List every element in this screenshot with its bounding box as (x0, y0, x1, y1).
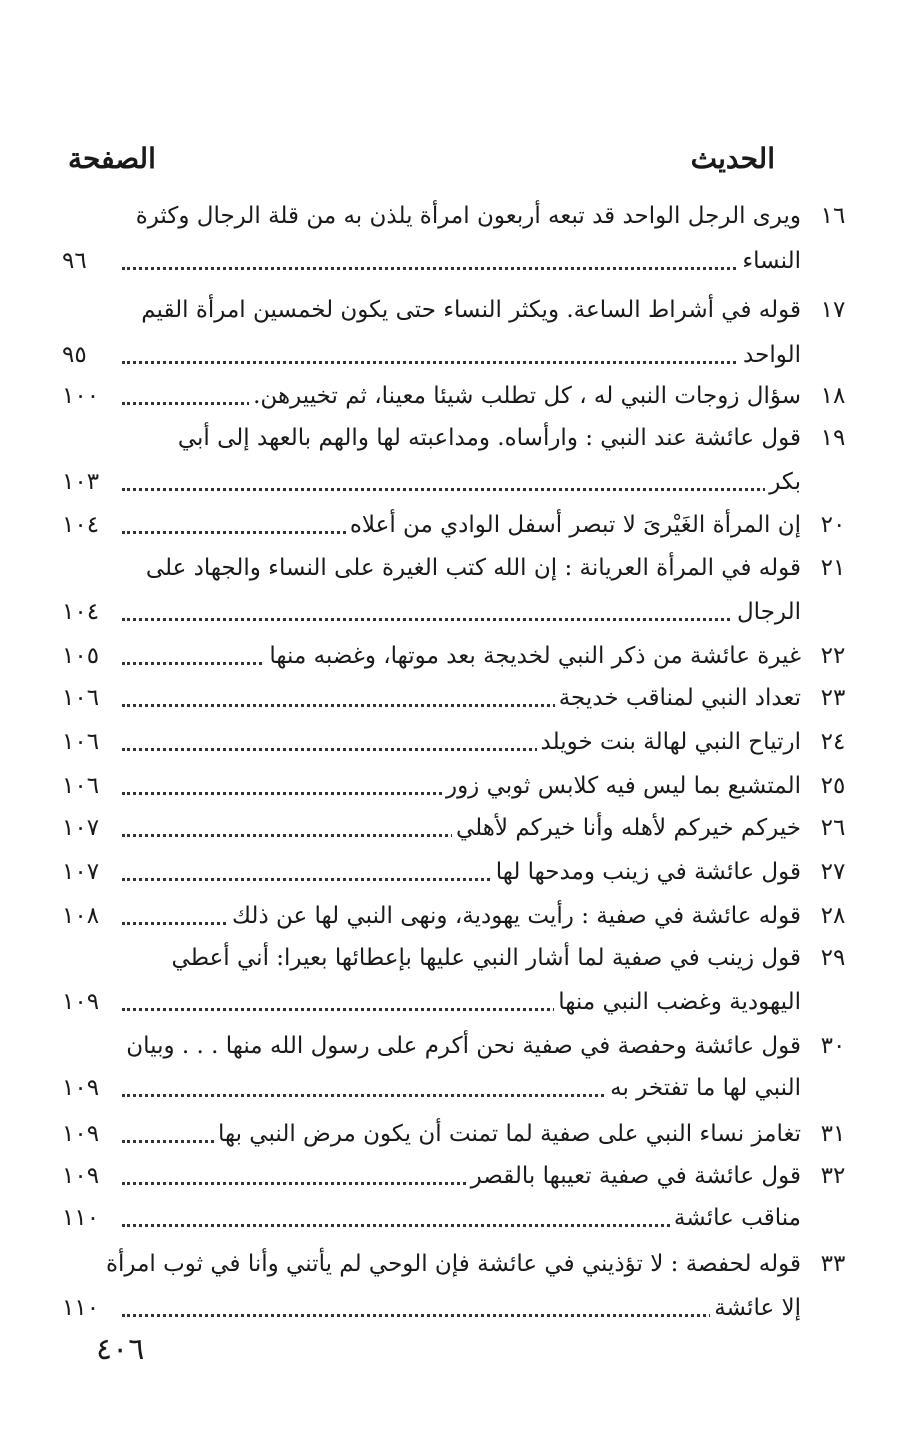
entry-page-number: ١٠٩ (62, 989, 100, 1015)
entry-text: غيرة عائشة من ذكر النبي لخديجة بعد موتها، وغضبه منها (265, 636, 801, 676)
page-number: ٤٠٦ (96, 1332, 145, 1367)
index-entry-line (0, 196, 897, 236)
index-entry-line (0, 462, 897, 502)
entry-page-number: ٩٥ (62, 342, 87, 368)
index-entry-line (0, 1156, 897, 1196)
entry-number: ١٩ (820, 425, 846, 451)
entry-text: مناقب عائشة (670, 1198, 801, 1238)
index-entry-line (0, 1244, 897, 1284)
entry-text: قول عائشة عند النبي : وارأساه. ومداعبته لها والهم بالعهد إلى أبي (174, 418, 801, 458)
index-entry-line (0, 418, 897, 458)
entry-number: ٣٢ (820, 1163, 846, 1189)
dot-leader (122, 361, 801, 364)
entry-page-number: ١١٠ (62, 1295, 100, 1321)
entry-page-number: ١٠٥ (62, 643, 100, 669)
index-entry-line (0, 290, 897, 330)
page-column-header: الصفحة (68, 142, 156, 175)
entry-text: الواحد (739, 335, 801, 375)
entry-page-number: ١٠٣ (62, 469, 100, 495)
entry-page-number: ١٠٤ (62, 599, 100, 625)
entry-page-number: ١٠٨ (62, 903, 100, 929)
entry-page-number: ١١٠ (62, 1205, 100, 1231)
index-entry-line (0, 636, 897, 676)
index-entry-line (0, 335, 897, 375)
entry-number: ٢٠ (820, 512, 846, 538)
index-entry-line (0, 678, 897, 718)
entry-text: قوله عائشة في صفية : رأيت يهودية، ونهى النبي لها عن ذلك (228, 896, 801, 936)
hadith-column-header: الحديث (690, 142, 775, 175)
entry-number: ٢٥ (820, 773, 846, 799)
entry-number: ١٧ (820, 297, 846, 323)
entry-text: إلا عائشة (710, 1288, 801, 1328)
entry-text: الرجال (733, 592, 801, 632)
entry-text: قول عائشة في صفية تعيبها بالقصر (467, 1156, 801, 1196)
entry-number: ٣١ (820, 1121, 846, 1147)
entry-text: تعداد النبي لمناقب خديجة (555, 678, 801, 718)
dot-leader (122, 618, 801, 621)
index-entry-line (0, 1114, 897, 1154)
entry-text: اليهودية وغضب النبي منها (554, 982, 801, 1022)
dot-leader (122, 267, 801, 270)
entry-number: ٢٣ (820, 685, 846, 711)
index-entry-line (0, 808, 897, 848)
index-entry-line (0, 1288, 897, 1328)
entry-number: ٢٧ (820, 859, 846, 885)
index-entry-line (0, 241, 897, 281)
entry-page-number: ١٠٦ (62, 685, 100, 711)
entry-number: ٢٨ (820, 903, 846, 929)
entry-text: ويرى الرجل الواحد قد تبعه أربعون امرأة يلذن به من قلة الرجال وكثرة (132, 196, 801, 236)
entry-text: قول عائشة في زينب ومدحها لها (492, 852, 801, 892)
entry-text: قوله لحفصة : لا تؤذيني في عائشة فإن الوحي لم يأتني وأنا في ثوب امرأة (102, 1244, 801, 1284)
index-entry-line (0, 982, 897, 1022)
entry-number: ٢٢ (820, 643, 846, 669)
entry-text: قول عائشة وحفصة في صفية نحن أكرم على رسول الله منها . . . وبيان (122, 1026, 801, 1066)
entry-page-number: ١٠٩ (62, 1163, 100, 1189)
dot-leader (122, 488, 801, 491)
entry-number: ١٦ (820, 203, 846, 229)
entry-page-number: ١٠٠ (62, 383, 100, 409)
index-entry-line (0, 722, 897, 762)
entry-page-number: ١٠٦ (62, 773, 100, 799)
entry-text: تغامز نساء النبي على صفية لما تمنت أن يكون مرض النبي بها (214, 1114, 801, 1154)
entry-text: بكر (765, 462, 801, 502)
index-entry-line (0, 852, 897, 892)
entry-page-number: ٩٦ (62, 248, 87, 274)
entry-text: النبي لها ما تفتخر به (606, 1068, 801, 1108)
index-entry-line (0, 1068, 897, 1108)
entry-text: المتشبع بما ليس فيه كلابس ثوبي زور (442, 766, 801, 806)
entry-number: ١٨ (820, 383, 846, 409)
index-entry-line (0, 548, 897, 588)
entry-text: سؤال زوجات النبي له ، كل تطلب شيئا معينا، ثم تخييرهن. (249, 376, 801, 416)
index-entry-line (0, 896, 897, 936)
entry-page-number: ١٠٩ (62, 1121, 100, 1147)
dot-leader (122, 1314, 801, 1317)
entry-text: قوله في المرأة العريانة : إن الله كتب الغيرة على النساء والجهاد على (142, 548, 801, 588)
index-entry-line (0, 1198, 897, 1238)
entry-number: ٢٦ (820, 815, 846, 841)
index-entry-line (0, 592, 897, 632)
entry-number: ٢١ (820, 555, 846, 581)
entry-text: إن المرأة الغَيْرىَ لا تبصر أسفل الوادي من أعلاه (346, 505, 801, 545)
entry-number: ٢٤ (820, 729, 846, 755)
entry-page-number: ١٠٩ (62, 1075, 100, 1101)
entry-number: ٢٩ (820, 945, 846, 971)
entry-page-number: ١٠٧ (62, 859, 100, 885)
entry-page-number: ١٠٤ (62, 512, 100, 538)
entry-number: ٣٠ (820, 1033, 846, 1059)
index-entry-line (0, 1026, 897, 1066)
entry-text: ارتياح النبي لهالة بنت خويلد (537, 722, 801, 762)
entry-page-number: ١٠٧ (62, 815, 100, 841)
index-entry-line (0, 505, 897, 545)
entry-page-number: ١٠٦ (62, 729, 100, 755)
index-entry-line (0, 376, 897, 416)
entry-text: قوله في أشراط الساعة. ويكثر النساء حتى يكون لخمسين امرأة القيم (137, 290, 801, 330)
entry-text: خيركم خيركم لأهله وأنا خيركم لأهلي (452, 808, 801, 848)
index-entry-line (0, 766, 897, 806)
index-entry-line (0, 938, 897, 978)
entry-text: النساء (738, 241, 801, 281)
entry-number: ٣٣ (820, 1251, 846, 1277)
entry-text: قول زينب في صفية لما أشار النبي عليها بإعطائها بعيرا: أني أعطي (168, 938, 801, 978)
